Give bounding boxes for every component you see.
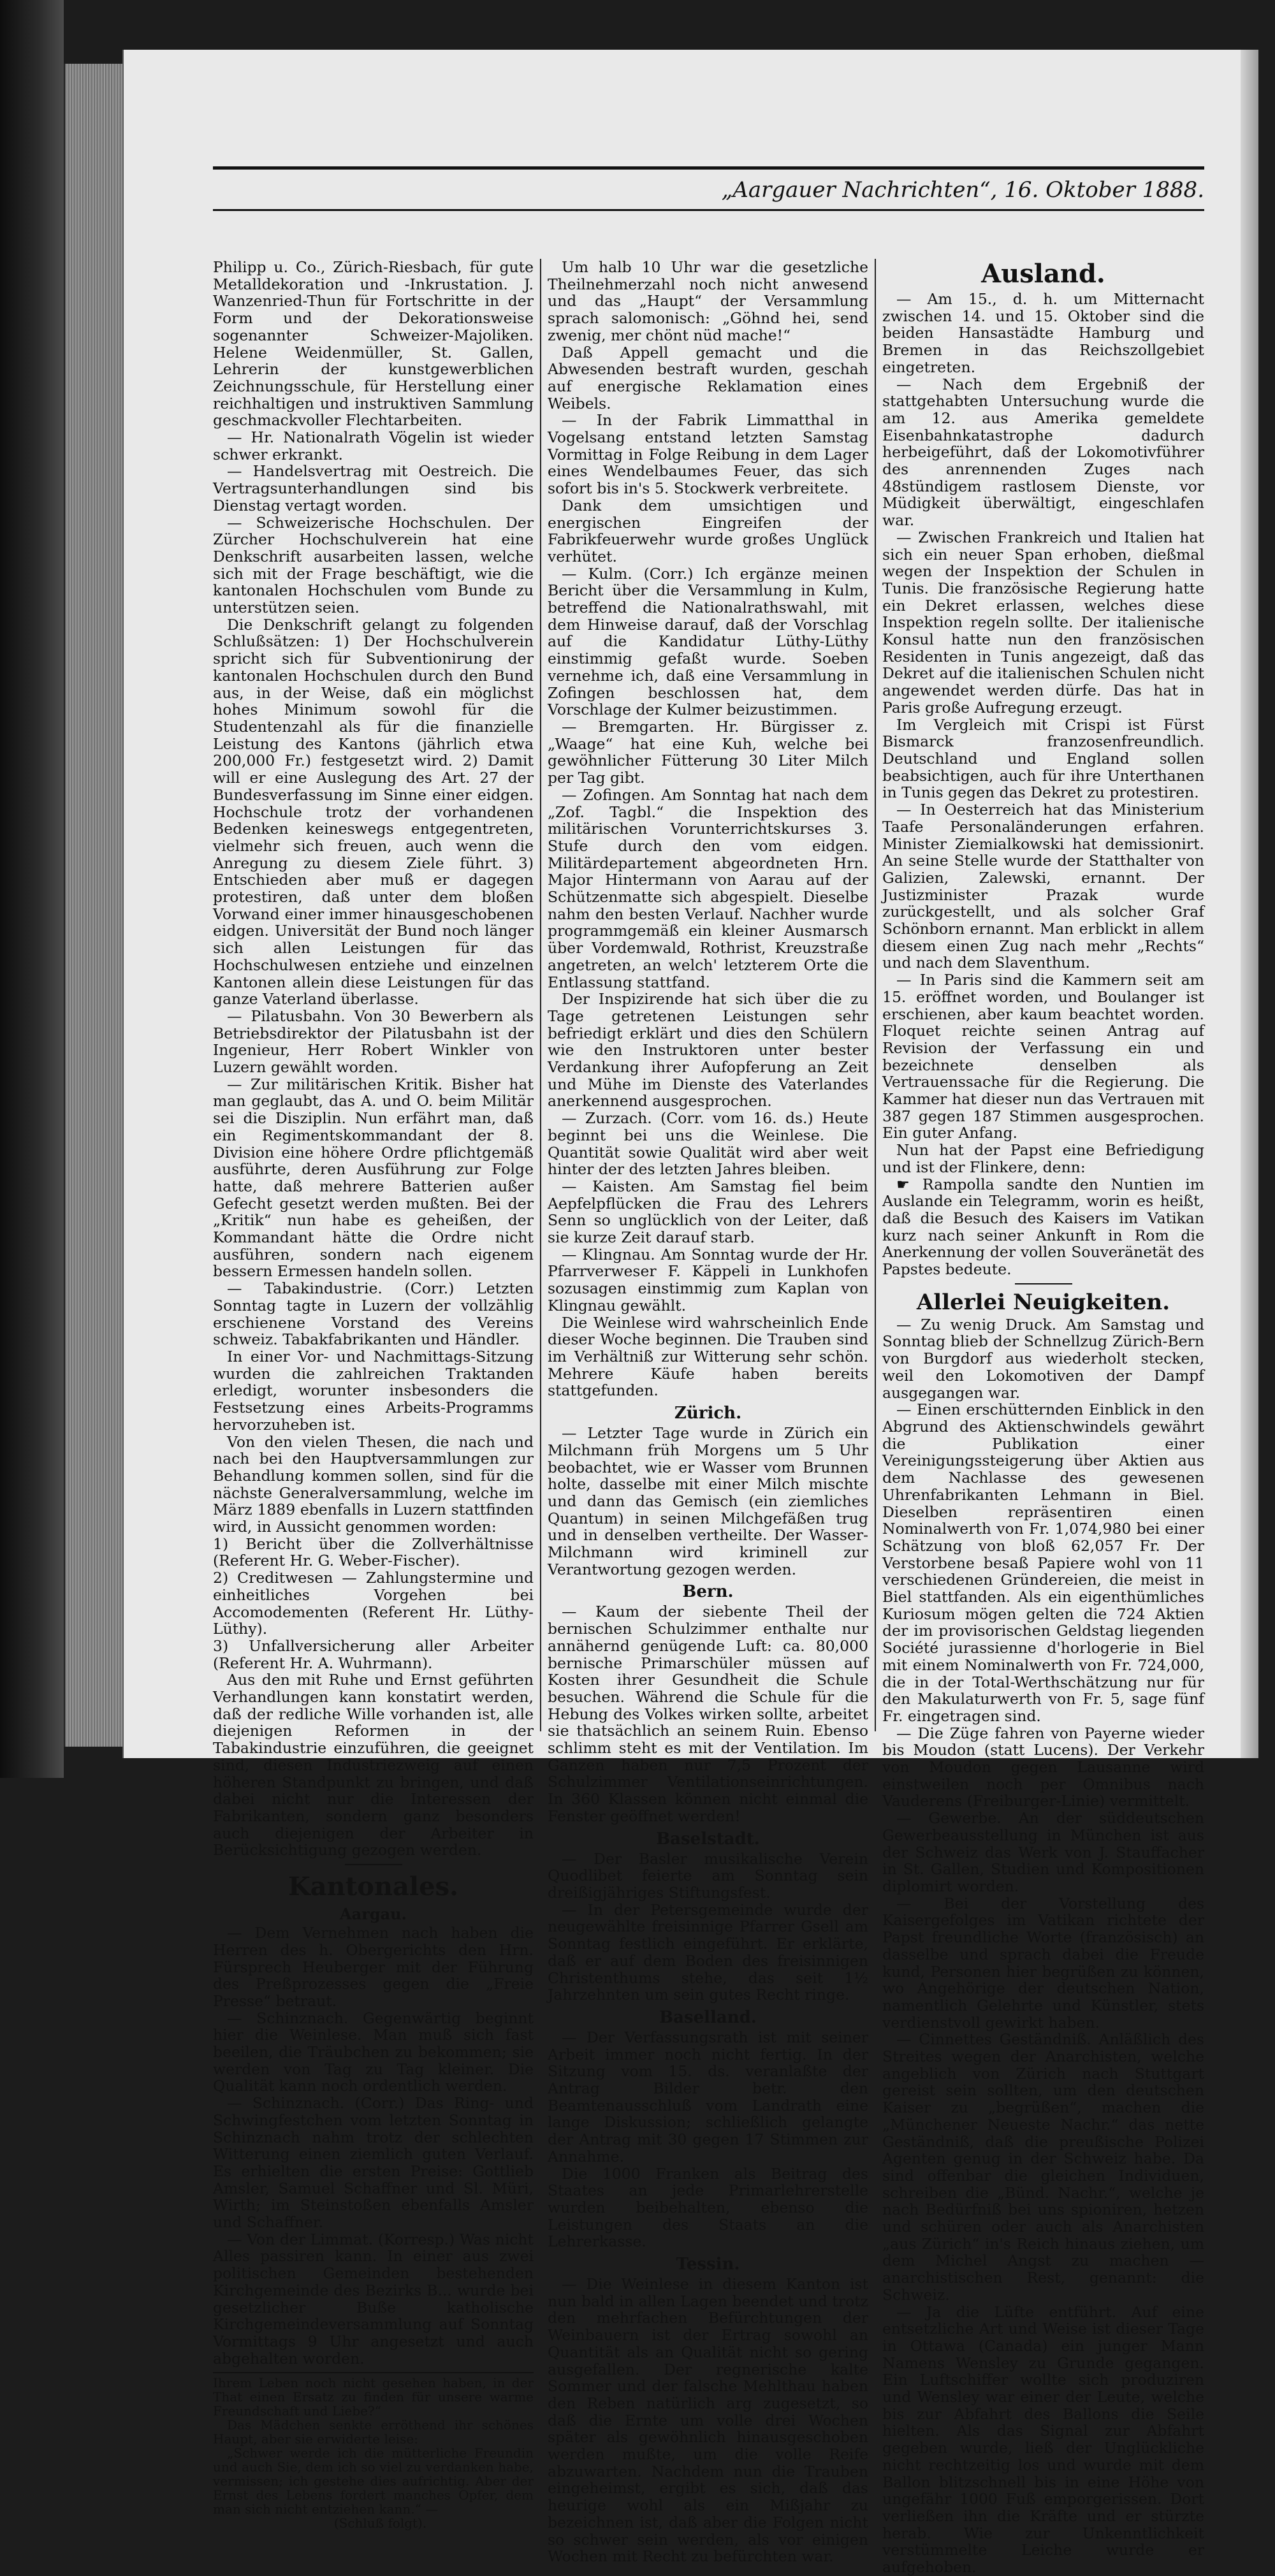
paragraph: — Der Verfassungsrath ist mit seiner Arbeit immer noch nicht fertig. In der Sitzung vom 15. ds. veranlaßte der Antrag Bilder betr. den Beamtenausschluß vom Landrath eine lange Diskussion; schließlich gelangte der Antrag mit 30 gegen 17 Stimmen zur Annahme. xyxy=(548,2028,868,2165)
paragraph: Von den vielen Thesen, die nach und nach bei den Hauptversammlungen zur Behandlung kommen sollen, sind für die nächste Generalversammlung, welche im März 1889 ebenfalls in Luzern stattfinden wird, in Aussicht genommen worden: xyxy=(213,1432,534,1536)
paragraph: — Cinnettes Geständniß. Anläßlich des Streites wegen der Anarchisten, welche angeblich von Zürich nach Stuttgart gereist sein sollten, um den deutschen Kaiser zu „begrüßen“, machen die „Münchener Neueste Nachr.“ das nette Geständniß, daß die preußische Polizei Agenten genug in der Schweiz habe. Da sind offenbar die gleichen Individuen, schreiben die „Bünd. Nachr.“, welche je nach Bedürfniß bei uns spioniren, hetzen und schüren oder auch als Anarchisten „aus Zürich“ in's Reich hinaus ziehen, um dem Michel Angst zu machen — anarchistischen Rest, genannt: die Schweiz. xyxy=(882,2030,1204,2304)
paragraph: — Kaisten. Am Samstag fiel beim Aepfelpflücken die Frau des Lehrers Senn so unglücklich von der Leiter, daß sie kurze Zeit darauf starb. xyxy=(548,1177,868,1247)
paragraph: — Klingnau. Am Sonntag wurde der Hr. Pfarrverweser F. Käppeli in Lunkhofen sozusagen einstimmig zum Kaplan von Klingnau gewählt. xyxy=(548,1245,868,1314)
paragraph: — Gewerbe. An der süddeutschen Gewerbeausstellung in München ist aus der Schweiz das Werk von J. Stauffacher in St. Gallen, Studien und Kompositionen diplomirt worden. xyxy=(882,1809,1204,1895)
scan-background xyxy=(0,0,64,1778)
page-edge xyxy=(1241,50,1258,1758)
paragraph: — Zu wenig Druck. Am Samstag und Sonntag blieb der Schnellzug Zürich-Bern von Burgdorf aus wiederholt stecken, weil den Lokomotiven der Dampf ausgegangen war. xyxy=(882,1315,1204,1402)
paragraph: — Am 15., d. h. um Mitternacht zwischen 14. und 15. Oktober sind die beiden Hansastädte Hamburg und Bremen in das Reichszollgebiet eingetreten. xyxy=(882,290,1204,376)
paragraph: — Der Basler musikalische Verein Quodlibet feierte am Sonntag sein dreißigjähriges Stiftungsfest. xyxy=(548,1849,868,1902)
paragraph: — Von der Limmat. (Korresp.) Was nicht Alles passiren kann. In einer aus zwei politischen Gemeinden bestehenden Kirchgemeinde des Bezirks B... wurde bei gesetzlicher Buße katholische Kirchgemeindeversammlung auf Sonntag Vormittags 9 Uhr angesetzt und auch abgehalten worden. xyxy=(213,2230,534,2368)
newspaper-page xyxy=(122,50,1258,2576)
paragraph: — Nach dem Ergebniß der stattgehabten Untersuchung wurde die am 12. aus Amerika gemeldete Eisenbahnkatastrophe dadurch herbeigeführt, daß der Lokomotivführer des anrennenden Zuges nach 48stündigem rastlosem Dienste, vor Müdigkeit überwältigt, eingeschlafen war. xyxy=(882,375,1204,530)
section-divider xyxy=(345,1864,402,1865)
paragraph: — Bei der Vorstellung des Kaisergefolges im Vatikan richtete der Papst freundliche Worte (französisch) an dasselbe und sprach dabei die Freude kund, Personen hier begrüßen zu können, wo Angehörige der deutschen Nation, namentlich Gelehrte und Künstler, stets verdienstvoll gewirkt haben. xyxy=(882,1894,1204,2032)
page-header: „Aargauer Nachrichten“, 16. Oktober 1888. xyxy=(721,177,1204,203)
paragraph: Die Denkschrift gelangt zu folgenden Schlußsätzen: 1) Der Hochschulverein spricht sich für Subventionirung der kantonalen Hochschulen durch den Bund aus, in der Weise, daß ein möglichst hohes Minimum sowohl für die Studentenzahl als für die finanzielle Leistung des Kantons (jährlich etwa 200,000 Fr.) festgesetzt wird. 2) Damit will er eine Auslegung des Art. 27 der Bundesverfassung im Sinne einer eidgen. Hochschule trotz der vorhandenen Bedenken keineswegs entgegentreten, vielmehr sich freuen, auch wenn die Anregung zu diesem Ziele führt. 3) Entschieden aber muß er dagegen protestiren, daß unter dem bloßen Vorwand einer immer hinausgeschobenen eidgen. Universität der Bund noch länger sich allen Leistungen für das Hochschulwesen entziehe und einzelnen Kantonen allein diese Leistungen für das ganze Vaterland überlasse. xyxy=(213,615,534,1008)
page-stack-edge xyxy=(64,64,126,1747)
paragraph: — Zofingen. Am Sonntag hat nach dem „Zof. Tagbl.“ die Inspektion des militärischen Vorunterrichtskurses 3. Stufe durch den vom eidgen. Militärdepartement abgeordneten Hrn. Major Hintermann von Aarau auf der Schützenmatte sich abgespielt. Dieselbe nahm den besten Verlauf. Nachher wurde programmgemäß ein kleiner Ausmarsch über Vordemwald, Rothrist, Kreuzstraße angetreten, an welch' letzterem Orte die Entlassung stattfand. xyxy=(548,785,868,991)
feuilleton-paragraph: Ihrem Leben noch nicht gesehen haben, in der That einen Ersatz zu finden für unsere warme Freundschaft und Liebe?“ xyxy=(213,2375,534,2419)
paragraph: — Handelsvertrag mit Oestreich. Die Vertragsunterhandlungen sind bis Dienstag vertagt worden. xyxy=(213,462,534,514)
paragraph: — Schweizerische Hochschulen. Der Zürcher Hochschulverein hat eine Denkschrift ausarbeiten lassen, welche sich mit der Frage beschäftigt, wie die kantonalen Hochschulen vom Bunde zu unterstützen seien. xyxy=(213,513,534,617)
section-title-tessin: Tessin. xyxy=(676,2255,740,2274)
paragraph: Im Vergleich mit Crispi ist Fürst Bismarck franzosenfreundlich. Deutschland und England sollen beabsichtigen, auch für ihre Unterthanen in Tunis gegen das Dekret zu protestiren. xyxy=(882,715,1204,802)
paragraph: — Schinznach. Gegenwärtig beginnt hier die Weinlese. Man muß sich fast beeilen, die Träubchen zu bekommen; sie werden von Tag zu Tag kleiner. Die Qualität kann noch ordentlich werden. xyxy=(213,2009,534,2095)
feuilleton xyxy=(213,2372,534,2530)
header-rule xyxy=(213,209,1204,211)
feuilleton-paragraph: „Schwer werde ich die mütterliche Freundin und auch Sie, dem ich so viel zu verdanken habe, vermissen; ich gestehe dies aufrichtig. Aber der Ernst des Lebens fordert manches Opfer, dem man sich nicht entziehen kann.“ — xyxy=(213,2445,534,2517)
paragraph: 3) Unfallversicherung aller Arbeiter (Referent Hr. A. Wuhrmann). xyxy=(213,1636,534,1672)
paragraph: — Die Weinlese in diesem Kanton ist nun bald in allen Lagen beendet und trotz den mehrfachen Befürchtungen der Weinbauern ist der Ertrag sowohl an Quantität als an Qualität nicht so gering ausgefallen. Der regnerische kalte Sommer und der falsche Mehlthau haben den Reben natürlich arg zugesetzt, so daß die Ernte um volle drei Wochen später als gewöhnlich hinausgeschoben werden mußte, um die volle Reife abzuwarten. Nachdem nun die Trauben eingeheimst, ergibt es sich, daß das heurige wohl als ein Mißjahr zu bezeichnen ist, daß aber die Folgen nicht so schwer sein werden, als vor einigen Wochen mit Recht zu befürchten war. xyxy=(548,2275,868,2566)
paragraph: Um halb 10 Uhr war die gesetzliche Theilnehmerzahl noch nicht anwesend und das „Haupt“ der Versammlung sprach salomonisch: „Göhnd hei, send zwenig, mer chönt nüd mache!“ xyxy=(548,258,868,344)
paragraph: — Bremgarten. Hr. Bürgisser z. „Waage“ hat eine Kuh, welche bei gewöhnlicher Fütterung 30 Liter Milch per Tag gibt. xyxy=(548,717,868,787)
subsection-title-aargau: Aargau. xyxy=(340,1905,407,1924)
paragraph: — In der Petersgemeinde wurde der neugewählte freisinnige Pfarrer Gsell am Sonntag festlich eingeführt. Er erklärte, daß er auf dem Boden des freisinnigen Christenthums stehe, das seit 1½ Jahrzehnten um sein gutes Recht ringe. xyxy=(548,1900,868,2004)
section-title-ausland: Ausland. xyxy=(981,259,1105,289)
paragraph: Die Weinlese wird wahrscheinlich Ende dieser Woche beginnen. Die Trauben sind im Verhältniß zur Witterung sehr schön. Mehrere Käufe haben bereits stattgefunden. xyxy=(548,1313,868,1400)
paragraph: — Schinznach. (Corr.) Das Ring- und Schwingfestchen vom letzten Sonntag in Schinznach nahm trotz der schlechten Witterung einen ziemlich guten Verlauf. Es erhielten die ersten Preise: Gottlieb Amsler, Samuel Schaffner und Sl. Müri, Wirth; im Steinstoßen ebenfalls Amsler und Schaffner. xyxy=(213,2094,534,2232)
paragraph: Die 1000 Franken als Beitrag des Staates an jede Primarlehrerstelle wurden beibehalten, ebenso die Leistungen des Staats an die Lehrerkasse. xyxy=(548,2164,868,2251)
paragraph-with-hand-icon: ☛ Rampolla sandte den Nuntien im Auslande ein Telegramm, worin es heißt, daß die Besuch des Kaisers im Vatikan kurz nach seiner Ankunft in Rom die Anerkennung der vollen Souveränetät des Papstes bedeute. xyxy=(882,1175,1204,1279)
paragraph: — Zurzach. (Corr. vom 16. ds.) Heute beginnt bei uns die Weinlese. Die Quantität sowie Qualität wird aber weit hinter der des letzten Jahres bleiben. xyxy=(548,1109,868,1179)
paragraph: Aus den mit Ruhe und Ernst geführten Verhandlungen kann konstatirt werden, daß der redliche Wille vorhanden ist, alle diejenigen Reformen in der Tabakindustrie einzuführen, die geeignet sind, diesen Industriezweig auf einen höheren Standpunkt zu bringen, und daß dabei nicht nur die Interessen der Fabrikanten, sondern ganz besonders auch diejenigen der Arbeiter in Berücksichtigung gezogen werden. xyxy=(213,1671,534,1859)
paragraph: — In der Fabrik Limmatthal in Vogelsang entstand letzten Samstag Vormittag in Folge Reibung in dem Lager eines Wendelbaumes Feuer, das sich sofort bis in's 5. Stockwerk verbreitete. xyxy=(548,411,868,498)
column-rule xyxy=(875,259,876,1731)
section-title-baselstadt: Baselstadt. xyxy=(656,1829,760,1849)
paragraph: — In Paris sind die Kammern seit am 15. eröffnet worden, und Boulanger ist erschienen, aber kaum beachtet worden. Floquet reichte seinen Antrag auf Revision der Verfassung ein und bezeichnete denselben als Vertrauenssache für die Regierung. Die Kammer hat dieser nun das Vertrauen mit 387 gegen 187 Stimmen ausgesprochen. Ein guter Anfang. xyxy=(882,971,1204,1142)
paragraph: — Pilatusbahn. Von 30 Bewerbern als Betriebsdirektor der Pilatusbahn ist der Ingenieur, Herr Robert Winkler von Luzern gewählt worden. xyxy=(213,1007,534,1077)
paragraph: — In Oesterreich hat das Ministerium Taafe Personaländerungen erfahren. Minister Ziemialkowski hat demissionirt. An seine Stelle wurde der Statthalter von Galizien, Zalewski, ernannt. Der Justizminister Prazak wurde zurückgestellt, und als solcher Graf Schönborn ernannt. Man erblickt in allem diesem einen Zug nach mehr „Rechts“ und nach dem Slaventhum. xyxy=(882,801,1204,972)
column-rule xyxy=(540,259,541,1731)
feuilleton-continued: (Schluß folgt). xyxy=(333,2515,427,2531)
header-rule xyxy=(213,166,1204,170)
paragraph: — Tabakindustrie. (Corr.) Letzten Sonntag tagte in Luzern der vollzählig erschienene Vorstand des Vereins schweiz. Tabakfabrikanten und Händler. xyxy=(213,1279,534,1349)
paragraph: — Ja die Lüfte entführt. Auf eine entsetzliche Art und Weise ist dieser Tage in Ottawa (Canada) ein junger Mann Namens Wensley zu Grunde gegangen. Ein Luftschiffer wollte sich produziren und Wensley war einer der Leute, welche bis zur Abfahrt des Ballons die Seile hielten. Als das Signal zur Abfahrt gegeben wurde, ließ der Unglückliche nicht rechtzeitig los und wurde mit dem Ballon blitzschnell bis in eine Höhe von ungefähr 1000 Fuß emporgerissen. Dort verließen ihn die Kräfte und er stürzte herab. Wie zur Unkenntlichkeit verstümmelte Leiche wurde er aufgehoben. xyxy=(882,2303,1204,2576)
columns xyxy=(213,214,1204,2576)
paragraph: — Die Züge fahren von Payerne wieder bis Moudon (statt Lucens). Der Verkehr von Moudon gegen Lausanne wird einstweilen noch per Omnibus nach Vauderens (Freiburger-Linie) vermittelt. xyxy=(882,1724,1204,1810)
paragraph: Philipp u. Co., Zürich-Riesbach, für gute Metalldekoration und -Inkrustation. J. Wanzenried-Thun für Fortschritte in der Form und der Dekorationsweise sogenannter Schweizer-Majoliken. Helene Weidenmüller, St. Gallen, Lehrerin der kunstgewerblichen Zeichnungsschule, für Herstellung einer reichhaltigen und instruktiven Sammlung geschmackvoller Flechtarbeiten. xyxy=(213,258,534,430)
column-1 xyxy=(213,258,534,2531)
section-title-kantonales: Kantonales. xyxy=(288,1872,458,1902)
section-title-zuerich: Zürich. xyxy=(674,1404,742,1423)
paragraph: — Letzter Tage wurde in Zürich ein Milchmann früh Morgens um 5 Uhr beobachtet, wie er Wasser vom Brunnen holte, dasselbe mit einer Milch mischte und dann das Gemisch (ein ziemliches Quantum) in seinen Milchgefäßen trug und in denselben vertheilte. Der Wasser-Milchmann wird kriminell zur Verantwortung gezogen werden. xyxy=(548,1424,868,1578)
section-title-bern: Bern. xyxy=(682,1582,734,1602)
paragraph: Nun hat der Papst eine Befriedigung und ist der Flinkere, denn: xyxy=(882,1141,1204,1176)
paragraph: — Kaum der siebente Theil der bernischen Schulzimmer enthalte nur annähernd genügende Luft: ca. 80,000 bernische Primarschüler müssen auf Kosten ihrer Gesundheit die Schule besuchen. Während die Schule für die Hebung des Volkes wirken sollte, arbeitet sie thatsächlich an seinem Ruin. Ebenso schlimm steht es mit der Ventilation. Im Ganzen haben nur 7,5 Prozent der Schulzimmer Ventilationseinrichtungen. In 360 Klassen können nicht einmal die Fenster geöffnet werden! xyxy=(548,1603,868,1825)
paragraph: — Kulm. (Corr.) Ich ergänze meinen Bericht über die Versammlung in Kulm, betreffend die Nationalrathswahl, mit dem Hinweise darauf, daß der Vorschlag auf die Kandidatur Lüthy-Lüthy einstimmig gefaßt wurde. Soeben vernehme ich, daß eine Versammlung in Zofingen beschlossen hat, dem Vorschlage der Kulmer beizustimmen. xyxy=(548,564,868,719)
paragraph: — Dem Vernehmen nach haben die Herren des h. Obergerichts den Hrn. Fürsprech Heuberger mit der Führung des Preßprozesses gegen die „Freie Presse“ betraut. xyxy=(213,1924,534,2010)
column-2 xyxy=(548,258,868,2566)
paragraph: Daß Appell gemacht und die Abwesenden bestraft wurden, geschah auf energische Reklamation eines Weibels. xyxy=(548,343,868,412)
paragraph: 1) Bericht über die Zollverhältnisse (Referent Hr. G. Weber-Fischer). xyxy=(213,1534,534,1570)
paragraph: Der Inspizirende hat sich über die zu Tage getretenen Leistungen sehr befriedigt erklärt und dies den Schülern wie den Instruktoren unter bester Verdankung ihrer Aufopferung an Zeit und Mühe im Dienste des Vaterlandes anerkennend ausgesprochen. xyxy=(548,990,868,1110)
paragraph: Dank dem umsichtigen und energischen Eingreifen der Fabrikfeuerwehr wurde großes Unglück verhütet. xyxy=(548,496,868,565)
section-title-baselland: Baselland. xyxy=(659,2007,757,2027)
column-3 xyxy=(882,259,1204,2576)
paragraph: — Zur militärischen Kritik. Bisher hat man geglaubt, das A. und O. beim Militär sei die Disziplin. Nun erfährt man, daß ein Regimentskommandant der 8. Division eine höhere Ordre pflichtgemäß ausführte, deren Ausführung zur Folge hatte, daß mehrere Batterien außer Gefecht gesetzt werden mußten. Bei der „Kritik“ nun habe es geheißen, der Kommandant hätte die Ordre nicht ausführen, sondern nach eigenem bessern Ermessen handeln sollen. xyxy=(213,1075,534,1281)
paragraph: 2) Creditwesen — Zahlungstermine und einheitliches Vorgehen bei Accomodementen (Referent Hr. Lüthy-Lüthy). xyxy=(213,1569,534,1638)
section-divider xyxy=(1015,1283,1072,1284)
paragraph: In einer Vor- und Nachmittags-Sitzung wurden die zahlreichen Traktanden erledigt, worunter insbesonders die Festsetzung eines Arbeits-Programms hervorzuheben ist. xyxy=(213,1348,534,1434)
paragraph: — Einen erschütternden Einblick in den Abgrund des Aktienschwindels gewährt die Publikation einer Vereinigungssteigerung über Aktien aus dem Nachlasse des gewesenen Uhrenfabrikanten Lehmann in Biel. Dieselben repräsentiren einen Nominalwerth von Fr. 1,074,980 bei einer Schätzung von bloß 62,057 Fr. Der Verstorbene besaß Papiere wohl von 11 verschiedenen Gründereien, die meist in Biel stattfanden. Als ein eigenthümliches Kuriosum mögen gelten die 724 Aktien der im provisorischen Geldstag liegenden Société jurassienne d'horlogerie in Biel mit einem Nominalwerth von Fr. 724,000, die in der Total-Werthschätzung nur für den Makulaturwerth von Fr. 5, sage fünf Fr. eingetragen sind. xyxy=(882,1401,1204,1725)
paragraph: — Zwischen Frankreich und Italien hat sich ein neuer Span erhoben, dießmal wegen der Inspektion der Schulen in Tunis. Die französische Regierung hatte ein Dekret erlassen, welches diese Inspektion regeln sollte. Der italienische Konsul hatte nun den französischen Residenten in Tunis angezeigt, daß das Dekret auf die italienischen Schulen nicht angewendet werden dürfe. Das hat in Paris große Aufregung erzeugt. xyxy=(882,528,1204,717)
section-title-allerlei: Allerlei Neuigkeiten. xyxy=(916,1289,1170,1315)
feuilleton-paragraph: Das Mädchen senkte erröthend ihr schönes Haupt, aber sie erwiderte leise: xyxy=(213,2417,534,2447)
paragraph: — Hr. Nationalrath Vögelin ist wieder schwer erkrankt. xyxy=(213,428,534,463)
